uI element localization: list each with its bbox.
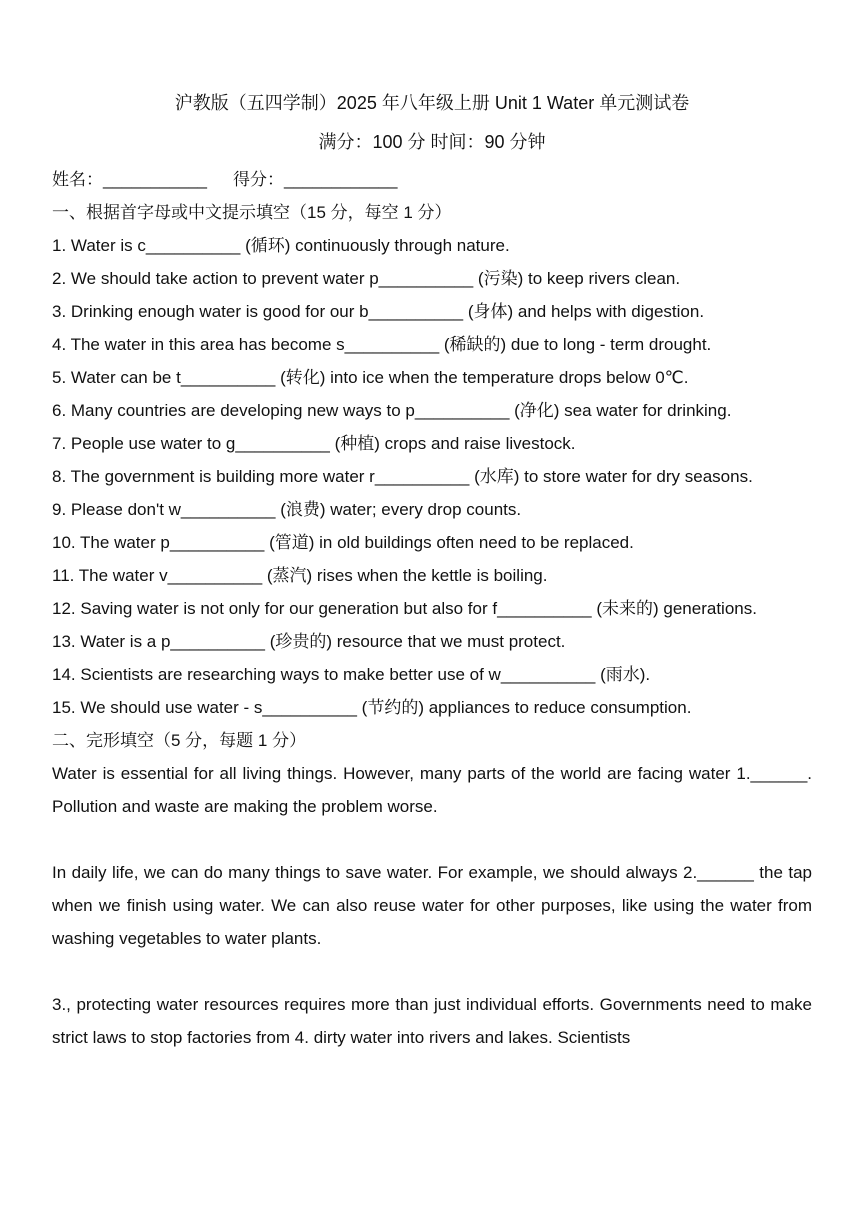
exam-page [52,88,812,1054]
question-item: 6. Many countries are developing new ways to p__________ (净化) sea water for drinking. [52,401,732,420]
question-item: 10. The water p__________ (管道) in old buildings often need to be replaced. [52,533,634,552]
question-item: 2. We should take action to prevent water p__________ (污染) to keep rivers clean. [52,269,681,288]
question-item: 5. Water can be t__________ (转化) into ice when the temperature drops below 0℃. [52,368,689,387]
cloze-paragraph: 3., protecting water resources requires more than just individual efforts. Governments need to make strict laws to stop factories from 4. dirty water into rivers and lakes. Scientists [52,995,812,1047]
question-item: 15. We should use water - s__________ (节约的) appliances to reduce consumption. [52,698,692,717]
question-item: 3. Drinking enough water is good for our b__________ (身体) and helps with digestion. [52,302,705,321]
name-field-label: 姓名：___________ [52,170,208,189]
student-info-row [52,163,812,196]
question-item: 11. The water v__________ (蒸汽) rises when the kettle is boiling. [52,566,548,585]
paragraph-spacer [52,823,812,856]
exam-title: 沪教版（五四学制）2025 年八年级上册 Unit 1 Water 单元测试卷 [174,93,690,113]
cloze-paragraph: Water is essential for all living things. However, many parts of the world are facing water 1.______. Pollution and waste are making the problem worse. [52,764,812,816]
question-item: 7. People use water to g__________ (种植) crops and raise livestock. [52,434,576,453]
question-item: 12. Saving water is not only for our generation but also for f__________ (未来的) generations. [52,599,757,618]
exam-subtitle: 满分：100 分 时间：90 分钟 [318,132,546,152]
question-item: 13. Water is a p__________ (珍贵的) resource that we must protect. [52,632,566,651]
question-item: 9. Please don't w__________ (浪费) water; every drop counts. [52,500,522,519]
section-1-heading: 一、根据首字母或中文提示填空（15 分，每空 1 分） [52,203,452,222]
question-item: 4. The water in this area has become s__________ (稀缺的) due to long - term drought. [52,335,712,354]
question-item: 1. Water is c__________ (循环) continuously through nature. [52,236,510,255]
paragraph-spacer [52,955,812,988]
question-item: 14. Scientists are researching ways to make better use of w__________ (雨水). [52,665,651,684]
section-2-heading: 二、完形填空（5 分，每题 1 分） [52,731,307,750]
score-field-label: 得分：____________ [233,170,398,189]
question-item: 8. The government is building more water r__________ (水库) to store water for dry seasons. [52,467,753,486]
cloze-paragraph: In daily life, we can do many things to save water. For example, we should always 2.______ the tap when we finish using water. We can also reuse water for other purposes, like using the water from washing vegetables to water plants. [52,863,812,948]
